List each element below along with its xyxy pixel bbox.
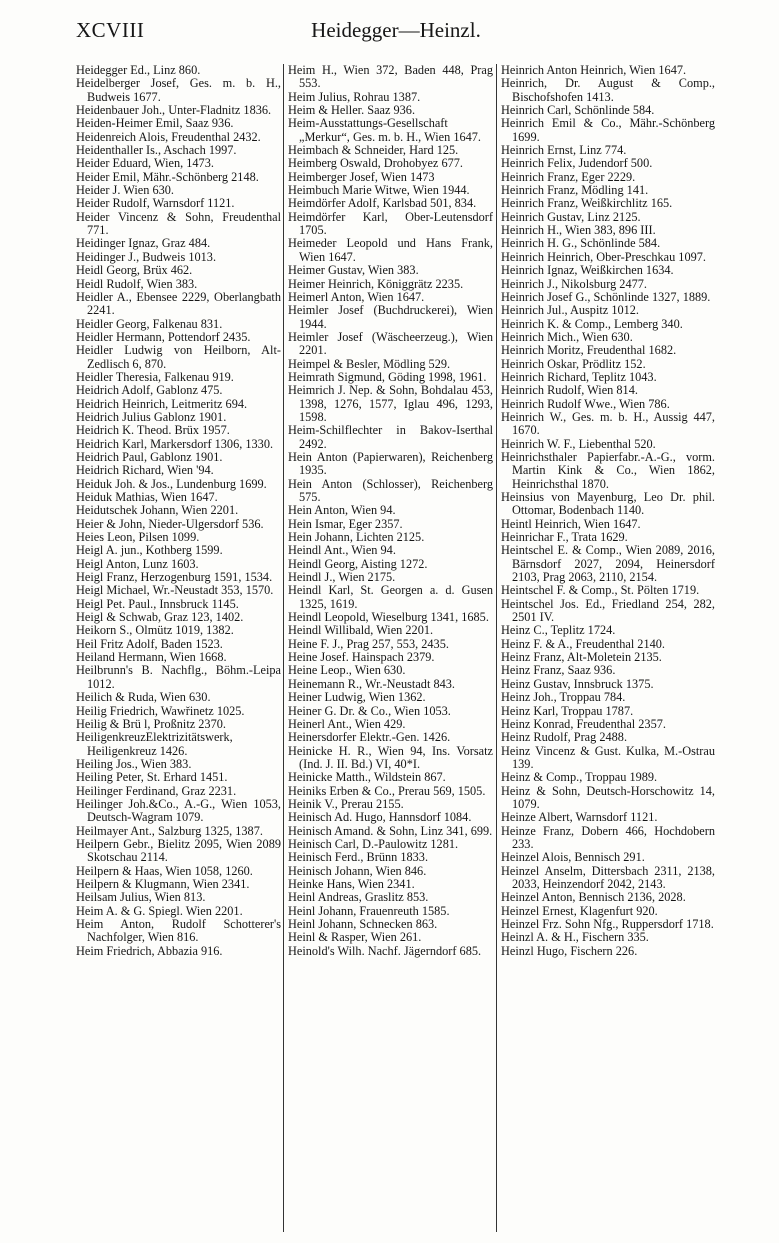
directory-entry: Heinzel Anton, Bennisch 2136, 2028. [501, 890, 686, 905]
directory-entry: Heilsam Julius, Wien 813. [76, 890, 206, 905]
directory-entry: Heidinger J., Budweis 1013. [76, 249, 217, 264]
directory-entry: Heinrich Oskar, Prödlitz 152. [501, 356, 646, 371]
directory-entry: Heinzel Anselm, Dittersbach 2311, 2138, 2033, Heinzendorf 2042, 2143. [501, 863, 715, 891]
directory-entry: Heilig & Brü l, Proßnitz 2370. [76, 716, 226, 731]
directory-entry: Heinicke Matth., Wildstein 867. [288, 770, 446, 785]
directory-entry: Heier & John, Nieder-Ulgersdorf 536. [76, 516, 264, 531]
directory-entry: Heinze Albert, Warnsdorf 1121. [501, 810, 658, 825]
directory-entry: Heinz Franz, Saaz 936. [501, 663, 616, 678]
directory-entry: Heider Vincenz & Sohn, Freudenthal 771. [76, 209, 281, 238]
directory-entry: Heinisch Ferd., Brünn 1833. [288, 850, 429, 865]
directory-entry: Heidenreich Alois, Freudenthal 2432. [76, 129, 261, 144]
directory-entry: Heinrich Josef G., Schönlinde 1327, 1889. [501, 289, 711, 304]
directory-entry: Heinicke H. R., Wien 94, Ins. Vorsatz (Ind. J. II. Bd.) VI, 40*I. [288, 743, 493, 771]
directory-entry: Heimdörfer Karl, Ober-Leutensdorf 1705. [288, 209, 493, 238]
directory-entry: Heidler Ludwig von Heilborn, Alt-Zedlisch 6, 870. [76, 343, 281, 371]
directory-entry: HeiligenkreuzElektrizitätswerk, Heiligenkreuz 1426. [76, 730, 233, 758]
directory-entry: Heinl Johann, Schnecken 863. [288, 917, 438, 931]
directory-entry: Heinrich Rudolf, Wien 814. [501, 383, 638, 398]
directory-entry: Heinrich H., Wien 383, 896 III. [501, 223, 656, 238]
directory-entry: Heinz Joh., Troppau 784. [501, 690, 626, 705]
directory-entry: Heidl Georg, Brüx 462. [76, 263, 193, 278]
directory-entry: Heinik V., Prerau 2155. [288, 796, 404, 811]
directory-entry: Heidrich Adolf, Gablonz 475. [76, 383, 223, 398]
directory-entry: Heimbuch Marie Witwe, Wien 1944. [288, 183, 470, 198]
directory-entry: Heindl Willibald, Wien 2201. [288, 623, 434, 638]
directory-entry: Heider J. Wien 630. [76, 183, 174, 198]
directory-entry: Heilpern & Haas, Wien 1058, 1260. [76, 863, 253, 878]
directory-entry: Heinz & Comp., Troppau 1989. [501, 770, 658, 785]
directory-entry: Heinrichsthaler Papierfabr.-A.-G., vorm. Martin Kink & Co., Wien 1862, Heinrichsthal 1870. [501, 449, 715, 491]
directory-entry: Heinrich W. F., Liebenthal 520. [501, 436, 656, 451]
directory-entry: Heindl Karl, St. Georgen a. d. Gusen 1325, 1619. [288, 583, 493, 611]
directory-entry: Heidegger Ed., Linz 860. [76, 64, 201, 77]
directory-entry: Heider Emil, Mähr.-Schönberg 2148. [76, 169, 259, 184]
directory-entry: Heinrich Felix, Judendorf 500. [501, 156, 653, 171]
directory-entry: Heinz Rudolf, Prag 2488. [501, 730, 628, 745]
directory-entry: Heidl Rudolf, Wien 383. [76, 276, 198, 291]
directory-entry: Heiling Jos., Wien 383. [76, 756, 192, 771]
directory-entry: Heiden-Heimer Emil, Saaz 936. [76, 116, 234, 131]
directory-entry: Heidinger Ignaz, Graz 484. [76, 236, 211, 251]
directory-entry: Heinz & Sohn, Deutsch-Horschowitz 14, 1079. [501, 783, 715, 811]
directory-entry: Hein Anton (Papierwaren), Reichenberg 1935. [288, 449, 493, 478]
directory-entry: Heigl Anton, Lunz 1603. [76, 556, 199, 571]
directory-entry: Heinrich Emil & Co., Mähr.-Schönberg 1699. [501, 116, 715, 144]
directory-entry: Heim Anton, Rudolf Schotterer's Nachfolger, Wien 816. [76, 917, 281, 945]
directory-entry: Heinl Johann, Frauenreuth 1585. [288, 903, 450, 918]
directory-entry: Heinrich Heinrich, Ober-Preschkau 1097. [501, 249, 706, 264]
directory-entry: Heinze Franz, Dobern 466, Hochdobern 233. [501, 823, 715, 851]
page-header [76, 18, 716, 44]
directory-entry: Heiduk Joh. & Jos., Lundenburg 1699. [76, 476, 267, 491]
directory-entry: Heinz Vincenz & Gust. Kulka, M.-Ostrau 139. [501, 743, 715, 771]
directory-entry: Heinrich Rudolf Wwe., Wien 786. [501, 396, 670, 411]
directory-entry: Heim Julius, Rohrau 1387. [288, 89, 421, 104]
directory-entry: Heim A. & G. Spiegl. Wien 2201. [76, 903, 243, 918]
directory-entry: Heintl Heinrich, Wien 1647. [501, 516, 641, 531]
directory-entry: Heinrich H. G., Schönlinde 584. [501, 236, 661, 251]
directory-entry: Heidrich Richard, Wien '94. [76, 463, 214, 478]
directory-entry: Heindl Georg, Aisting 1272. [288, 556, 428, 571]
directory-entry: Heinrich Ernst, Linz 774. [501, 143, 627, 158]
directory-entry: Heinrich Franz, Mödling 141. [501, 183, 649, 198]
directory-entry: Heine Leop., Wien 630. [288, 663, 406, 678]
directory-entry: Heinrich W., Ges. m. b. H., Aussig 447, 1670. [501, 409, 715, 438]
directory-entry: Heilmayer Ant., Salzburg 1325, 1387. [76, 823, 263, 838]
directory-entry: Heinrich Gustav, Linz 2125. [501, 209, 641, 224]
directory-entry: Heidler Georg, Falkenau 831. [76, 316, 223, 331]
directory-entry: Heimler Josef (Wäscheerzeug.), Wien 2201. [288, 329, 493, 358]
directory-entry: Heidler A., Ebensee 2229, Oberlangbath 2241. [76, 289, 281, 318]
directory-entry: Heimrath Sigmund, Göding 1998, 1961. [288, 369, 487, 384]
directory-entry: Heinersdorfer Elektr.-Gen. 1426. [288, 730, 451, 745]
directory-entry: Heintschel Jos. Ed., Friedland 254, 282, 2501 IV. [501, 596, 715, 625]
directory-entry: Heider Eduard, Wien, 1473. [76, 156, 214, 171]
directory-entry: Heidelberger Josef, Ges. m. b. H., Budweis 1677. [76, 76, 281, 104]
directory-entry: Heim-Schilflechter in Bakov-Iserthal 2492. [288, 423, 493, 451]
directory-entry: Heimberg Oswald, Drohobyez 677. [288, 156, 463, 171]
directory-entry: Heim-Ausstattungs-Gesellschaft „Merkur“, Ges. m. b. H., Wien 1647. [288, 116, 481, 144]
directory-entry: Heinzel Frz. Sohn Nfg., Ruppersdorf 1718. [501, 917, 714, 931]
directory-entry: Heiduk Mathias, Wien 1647. [76, 490, 218, 504]
directory-entry: Heindl Leopold, Wieselburg 1341, 1685. [288, 610, 489, 625]
directory-entry: Heidrich K. Theod. Brüx 1957. [76, 423, 230, 438]
directory-entry: Heimer Heinrich, Königgrätz 2235. [288, 276, 464, 291]
directory-entry: Heinz Konrad, Freudenthal 2357. [501, 716, 666, 731]
directory-columns [76, 64, 718, 1236]
directory-entry: Heidenthaller Is., Aschach 1997. [76, 143, 237, 158]
directory-entry: Heigl Pet. Paul., Innsbruck 1145. [76, 596, 239, 611]
directory-entry: Heinzel Ernest, Klagenfurt 920. [501, 903, 658, 918]
directory-entry: Heinzel Alois, Bennisch 291. [501, 850, 645, 865]
directory-entry: Heiling Peter, St. Erhard 1451. [76, 770, 228, 785]
directory-entry: Heigl Michael, Wr.-Neustadt 353, 1570. [76, 583, 274, 598]
directory-entry: Heilig Friedrich, Wawřinetz 1025. [76, 703, 245, 718]
directory-entry: Heiniks Erben & Co., Prerau 569, 1505. [288, 783, 486, 798]
directory-entry: Heimeder Leopold und Hans Frank, Wien 1647. [288, 236, 493, 264]
directory-entry: Heindl J., Wien 2175. [288, 570, 396, 585]
directory-entry: Heinz C., Teplitz 1724. [501, 623, 616, 638]
directory-entry: Heidler Hermann, Pottendorf 2435. [76, 329, 251, 344]
directory-entry: Heine F. J., Prag 257, 553, 2435. [288, 636, 449, 651]
directory-entry: Heinrich Moritz, Freudenthal 1682. [501, 343, 677, 358]
directory-entry: Heidler Theresia, Falkenau 919. [76, 369, 234, 384]
directory-entry: Hein Anton (Schlosser), Reichenberg 575. [288, 476, 493, 504]
directory-entry: Heimerl Anton, Wien 1647. [288, 289, 425, 304]
directory-entry: Heinz Gustav, Innsbruck 1375. [501, 676, 654, 691]
running-title: Heidegger—Heinzl. [311, 18, 481, 42]
directory-entry: Heilbrunn's B. Nachflg., Böhm.-Leipa 1012. [76, 663, 281, 691]
column-divider [283, 64, 284, 1232]
directory-entry: Heinold's Wilh. Nachf. Jägerndorf 685. [288, 943, 482, 958]
directory-entry: Heidrich Paul, Gablonz 1901. [76, 449, 223, 464]
column-3 [501, 64, 715, 1236]
directory-entry: Heilinger Ferdinand, Graz 2231. [76, 783, 237, 798]
directory-entry: Heim Friedrich, Abbazia 916. [76, 943, 223, 958]
directory-entry: Heil Fritz Adolf, Baden 1523. [76, 636, 223, 651]
directory-entry: Heidrich Heinrich, Leitmeritz 694. [76, 396, 248, 411]
directory-entry: Heilpern & Klugmann, Wien 2341. [76, 876, 250, 891]
directory-entry: Heinisch Carl, D.-Paulowitz 1281. [288, 836, 459, 851]
directory-entry: Heinsius von Mayenburg, Leo Dr. phil. Ottomar, Bodenbach 1140. [501, 490, 715, 518]
directory-entry: Heinzl Hugo, Fischern 226. [501, 943, 638, 958]
directory-entry: Hein Ismar, Eger 2357. [288, 516, 403, 531]
directory-entry: Heinrich Anton Heinrich, Wien 1647. [501, 64, 687, 77]
directory-entry: Heinrich Carl, Schönlinde 584. [501, 103, 655, 118]
column-divider [496, 64, 497, 1232]
directory-entry: Heim H., Wien 372, Baden 448, Prag 553. [288, 64, 493, 91]
directory-entry: Heinl & Rasper, Wien 261. [288, 930, 422, 945]
directory-entry: Heintschel E. & Comp., Wien 2089, 2016, Bärnsdorf 2027, 2094, Heinersdorf 2103, Prag 2063, 2110, 2154. [501, 543, 715, 585]
directory-entry: Heimbach & Schneider, Hard 125. [288, 143, 459, 158]
directory-entry: Heinisch Johann, Wien 846. [288, 863, 427, 878]
directory-entry: Heinrich J., Nikolsburg 2477. [501, 276, 647, 291]
directory-entry: Heinrich Mich., Wien 630. [501, 329, 633, 344]
column-2 [288, 64, 493, 1236]
directory-entry: Heinisch Amand. & Sohn, Linz 341, 699. [288, 823, 493, 838]
directory-entry: Heinrich K. & Comp., Lemberg 340. [501, 316, 683, 331]
directory-entry: Heine Josef. Hainspach 2379. [288, 650, 435, 665]
directory-entry: Heim & Heller. Saaz 936. [288, 103, 416, 118]
directory-entry: Heintschel F. & Comp., St. Pölten 1719. [501, 583, 700, 598]
directory-entry: Heimberger Josef, Wien 1473 [288, 169, 435, 184]
directory-entry: Heiner Ludwig, Wien 1362. [288, 690, 426, 705]
directory-entry: Hein Johann, Lichten 2125. [288, 530, 425, 545]
directory-entry: Heinrich Franz, Eger 2229. [501, 169, 636, 184]
directory-entry: Heimer Gustav, Wien 383. [288, 263, 419, 278]
directory-entry: Heindl Ant., Wien 94. [288, 543, 396, 558]
directory-entry: Heinemann R., Wr.-Neustadt 843. [288, 676, 455, 691]
directory-entry: Heinrichar F., Trata 1629. [501, 530, 628, 545]
directory-entry: Heinz F. & A., Freudenthal 2140. [501, 636, 665, 651]
directory-entry: Heider Rudolf, Warnsdorf 1121. [76, 196, 235, 211]
directory-entry: Heinrich Jul., Auspitz 1012. [501, 303, 639, 318]
column-1 [76, 64, 281, 1236]
directory-entry: Heigl A. jun., Kothberg 1599. [76, 543, 223, 558]
directory-entry: Heinz Karl, Troppau 1787. [501, 703, 634, 718]
directory-entry: Heinerl Ant., Wien 429. [288, 716, 406, 731]
directory-entry: Heilinger Joh.&Co., A.-G., Wien 1053, Deutsch-Wagram 1079. [76, 796, 281, 825]
directory-entry: Heidutschek Johann, Wien 2201. [76, 503, 239, 518]
directory-entry: Heidrich Karl, Markersdorf 1306, 1330. [76, 436, 274, 451]
directory-entry: Heigl Franz, Herzogenburg 1591, 1534. [76, 570, 273, 585]
directory-entry: Heimdörfer Adolf, Karlsbad 501, 834. [288, 196, 477, 211]
directory-entry: Heies Leon, Pilsen 1099. [76, 530, 200, 545]
directory-entry: Hein Anton, Wien 94. [288, 503, 396, 518]
directory-entry: Heinz Franz, Alt-Moletein 2135. [501, 650, 662, 665]
directory-entry: Heimrich J. Nep. & Sohn, Bohdalau 453, 1398, 1276, 1577, Iglau 496, 1293, 1598. [288, 383, 493, 424]
directory-entry: Heinrich Richard, Teplitz 1043. [501, 369, 657, 384]
page-number: XCVIII [76, 18, 145, 42]
directory-entry: Heigl & Schwab, Graz 123, 1402. [76, 610, 244, 625]
directory-entry: Heimler Josef (Buchdruckerei), Wien 1944. [288, 303, 493, 331]
directory-entry: Heilich & Ruda, Wien 630. [76, 690, 211, 705]
directory-entry: Heinzl A. & H., Fischern 335. [501, 930, 649, 945]
directory-entry: Heinrich Franz, Weißkirchlitz 165. [501, 196, 673, 211]
directory-entry: Heiner G. Dr. & Co., Wien 1053. [288, 703, 451, 718]
directory-entry: Heinrich, Dr. August & Comp., Bischofshofen 1413. [501, 76, 715, 104]
directory-entry: Heinl Andreas, Graslitz 853. [288, 890, 429, 905]
directory-entry: Heimpel & Besler, Mödling 529. [288, 356, 451, 371]
directory-entry: Heinrich Ignaz, Weißkirchen 1634. [501, 263, 674, 278]
directory-entry: Heinke Hans, Wien 2341. [288, 876, 415, 891]
directory-entry: Heilpern Gebr., Bielitz 2095, Wien 2089 Skotschau 2114. [76, 836, 281, 865]
directory-entry: Heinisch Ad. Hugo, Hannsdorf 1084. [288, 810, 472, 825]
directory-entry: Heidenbauer Joh., Unter-Fladnitz 1836. [76, 103, 272, 118]
directory-entry: Heiland Hermann, Wien 1668. [76, 650, 227, 665]
directory-entry: Heikorn S., Olmütz 1019, 1382. [76, 623, 234, 638]
directory-entry: Heidrich Julius Gablonz 1901. [76, 409, 227, 424]
